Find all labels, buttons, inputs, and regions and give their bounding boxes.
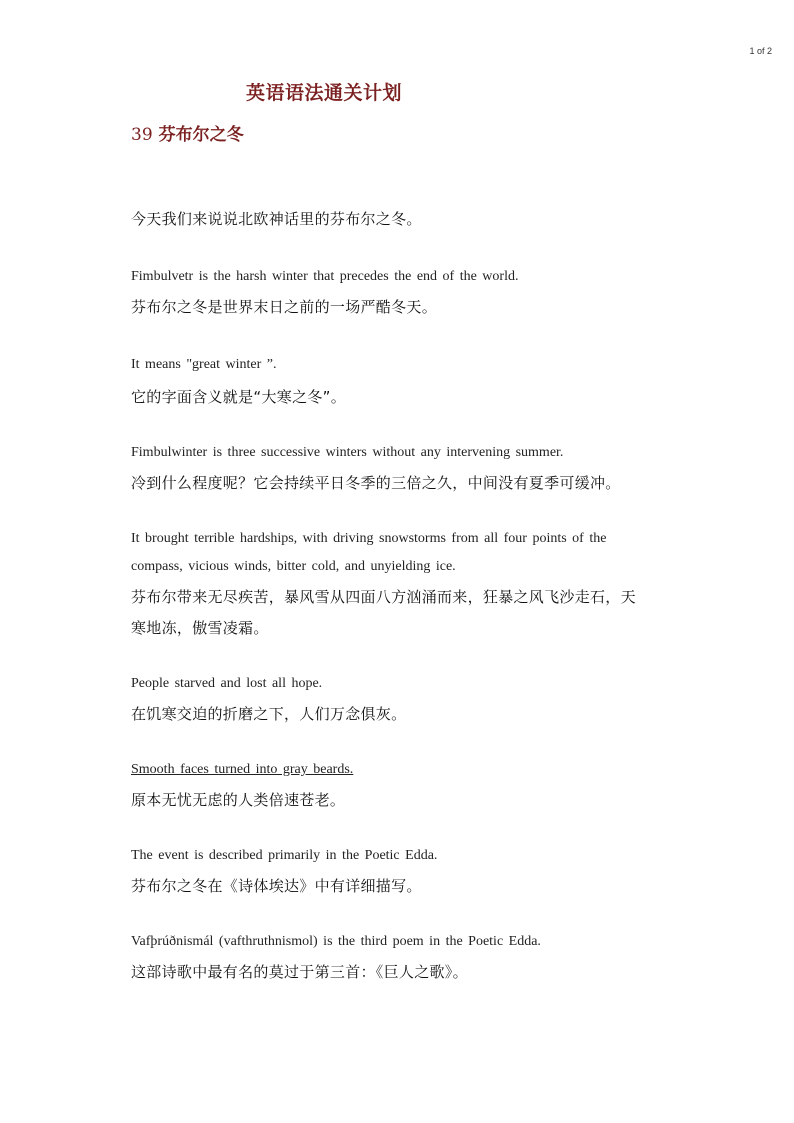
intro-text: 今天我们来说说北欧神话里的芬布尔之冬。 [131, 210, 422, 228]
chinese-translation: 原本无忧无虑的人类倍速苍老。 [131, 791, 346, 809]
lesson-title [131, 120, 244, 145]
english-sentence: People starved and lost all hope. [131, 676, 323, 691]
page-number: 1 of 2 [749, 46, 772, 56]
chinese-translation: 寒地冻，傲雪凌霜。 [131, 619, 269, 637]
english-sentence-underlined: Smooth faces turned into gray beards. [131, 762, 354, 777]
chinese-translation: 冷到什么程度呢？它会持续平日冬季的三倍之久，中间没有夏季可缓冲。 [131, 474, 621, 492]
chinese-translation: 芬布尔之冬是世界末日之前的一场严酷冬天。 [131, 298, 438, 316]
english-sentence: Vafþrúðnismál (vafthruthnismol) is the third poem in the Poetic Edda. [131, 934, 541, 949]
english-sentence: It means "great winter ”. [131, 357, 277, 372]
lesson-name: 芬布尔之冬 [158, 125, 244, 145]
chinese-translation: 这部诗歌中最有名的莫过于第三首：《巨人之歌》。 [131, 963, 468, 981]
english-sentence: Fimbulvetr is the harsh winter that precedes the end of the world. [131, 269, 519, 284]
english-sentence: The event is described primarily in the Poetic Edda. [131, 848, 438, 863]
chinese-translation: 它的字面含义就是“大寒之冬”。 [131, 388, 347, 406]
chinese-translation: 在饥寒交迫的折磨之下，人们万念俱灰。 [131, 705, 407, 723]
english-sentence: It brought terrible hardships, with driving snowstorms from all four points of the [131, 531, 607, 546]
document-title: 英语语法通关计划 [246, 82, 403, 104]
chinese-translation: 芬布尔带来无尽疾苦，暴风雪从四面八方汹涌而来，狂暴之风飞沙走石，天 [131, 588, 636, 606]
english-sentence: Fimbulwinter is three successive winters without any intervening summer. [131, 445, 564, 460]
chinese-translation: 芬布尔之冬在《诗体埃达》中有详细描写。 [131, 877, 422, 895]
lesson-number: 39 [131, 125, 153, 145]
english-sentence: compass, vicious winds, bitter cold, and unyielding ice. [131, 559, 456, 574]
